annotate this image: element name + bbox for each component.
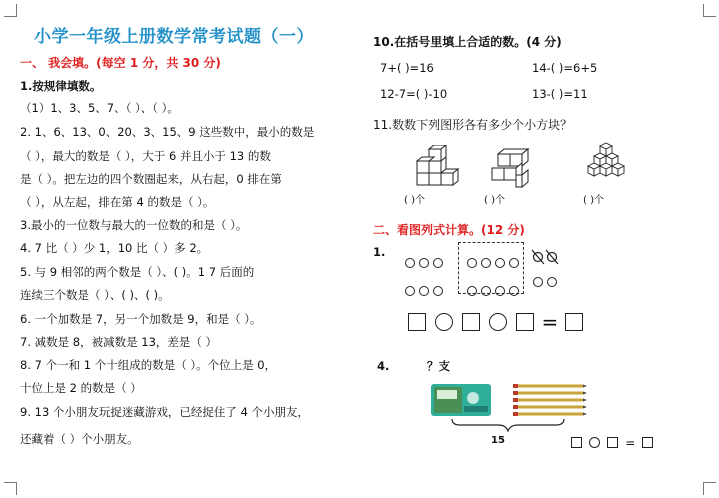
equation-boxes-1: [408, 309, 583, 334]
circles-middle-group: [467, 253, 527, 300]
q10-title: 10.在括号里填上合适的数。(4 分): [373, 35, 562, 49]
q6-line: 6. 一个加数是 7，另一个加数是 9，和是（ ）。: [20, 312, 262, 326]
circles-right-group: [533, 272, 561, 291]
q8-line1: 8. 7 个一和 1 个十组成的数是（ ）。个位上是 0，: [20, 358, 277, 372]
cube-count-2: ( )个: [484, 195, 505, 206]
answer-box[interactable]: [408, 313, 426, 331]
q2-line1: 2. 1、6、13、0、20、3、15、9 这些数中，最小的数是: [20, 125, 315, 139]
cube-figure-2: [490, 148, 535, 188]
equation-boxes-4: [571, 432, 653, 451]
q2-line3: 是（ ）。把左边的四个数圈起来，从右起，0 排在第: [20, 172, 282, 186]
q10-item-2: 14-( )=6+5: [532, 61, 598, 75]
pencils-image: [513, 383, 587, 417]
q5-line1: 5. 与 9 相邻的两个数是（ ）、( )。1 7 后面的: [20, 265, 255, 279]
q8-line2: 十位上是 2 的数是（ ）: [20, 381, 142, 395]
answer-box[interactable]: [462, 313, 480, 331]
operator-circle[interactable]: [435, 313, 453, 331]
answer-box[interactable]: [642, 437, 653, 448]
cube-count-1: ( )个: [404, 195, 425, 206]
cube-figure-1: [415, 145, 460, 187]
q5-line2: 连续三个数是（ ）、( )、( )。: [20, 288, 170, 302]
q1-body: （1）1、3、5、7、（ ）、（ ）。: [20, 101, 179, 115]
answer-box[interactable]: [571, 437, 582, 448]
answer-box[interactable]: [607, 437, 618, 448]
problem4-question: ？支: [427, 359, 450, 373]
cube-count-3: ( )个: [583, 195, 604, 206]
equals-sign: =: [541, 309, 559, 334]
crop-mark-bottom-right: [703, 482, 716, 495]
problem1-label: 1.: [373, 245, 386, 259]
section1-heading: 一、 我会填。(每空 1 分，共 30 分): [20, 56, 221, 70]
q2-line4: （ ），从左起，排在第 4 的数是（ ）。: [20, 195, 215, 209]
q9-line1: 9. 13 个小朋友玩捉迷藏游戏，已经捉住了 4 个小朋友，: [20, 405, 310, 419]
q3-line: 3.最小的一位数与最大的一位数的和是（ ）。: [20, 218, 248, 232]
q4-line: 4. 7 比（ ）少 1，10 比（ ）多 2。: [20, 241, 209, 255]
q10-item-1: 7+( )=16: [380, 61, 434, 75]
problem4-label: 4.: [377, 359, 390, 373]
q11-title: 11.数数下列图形各有多少个小方块？: [373, 118, 573, 132]
answer-box[interactable]: [565, 313, 583, 331]
crop-mark-bottom-left: [4, 482, 17, 495]
q2-line2: （ ），最大的数是（ ），大于 6 并且小于 13 的数: [20, 149, 271, 163]
circles-left-group: [405, 253, 455, 300]
q7-line: 7. 减数是 8，被减数是 13，差是（ ）: [20, 335, 218, 349]
operator-circle[interactable]: [489, 313, 507, 331]
page-title: 小学一年级上册数学常考试题（一）: [34, 27, 314, 47]
cube-figure-3: [582, 142, 630, 190]
crossed-circles: [531, 248, 561, 266]
q10-item-3: 12-7=( )-10: [380, 87, 448, 101]
q1-title: 1.按规律填数。: [20, 79, 102, 93]
crop-mark-top-left: [4, 4, 17, 17]
pencil-box-image: [431, 382, 491, 418]
q10-item-4: 13-( )=11: [532, 87, 588, 101]
section2-heading: 二、看图列式计算。(12 分): [373, 223, 525, 237]
crop-mark-top-right: [703, 4, 716, 17]
total-brace: [450, 418, 570, 432]
brace-total-label: 15: [491, 435, 505, 446]
q9-line2: 还藏着（ ）个小朋友。: [20, 432, 139, 446]
operator-circle[interactable]: [589, 437, 600, 448]
equals-sign: =: [625, 435, 636, 450]
answer-box[interactable]: [516, 313, 534, 331]
